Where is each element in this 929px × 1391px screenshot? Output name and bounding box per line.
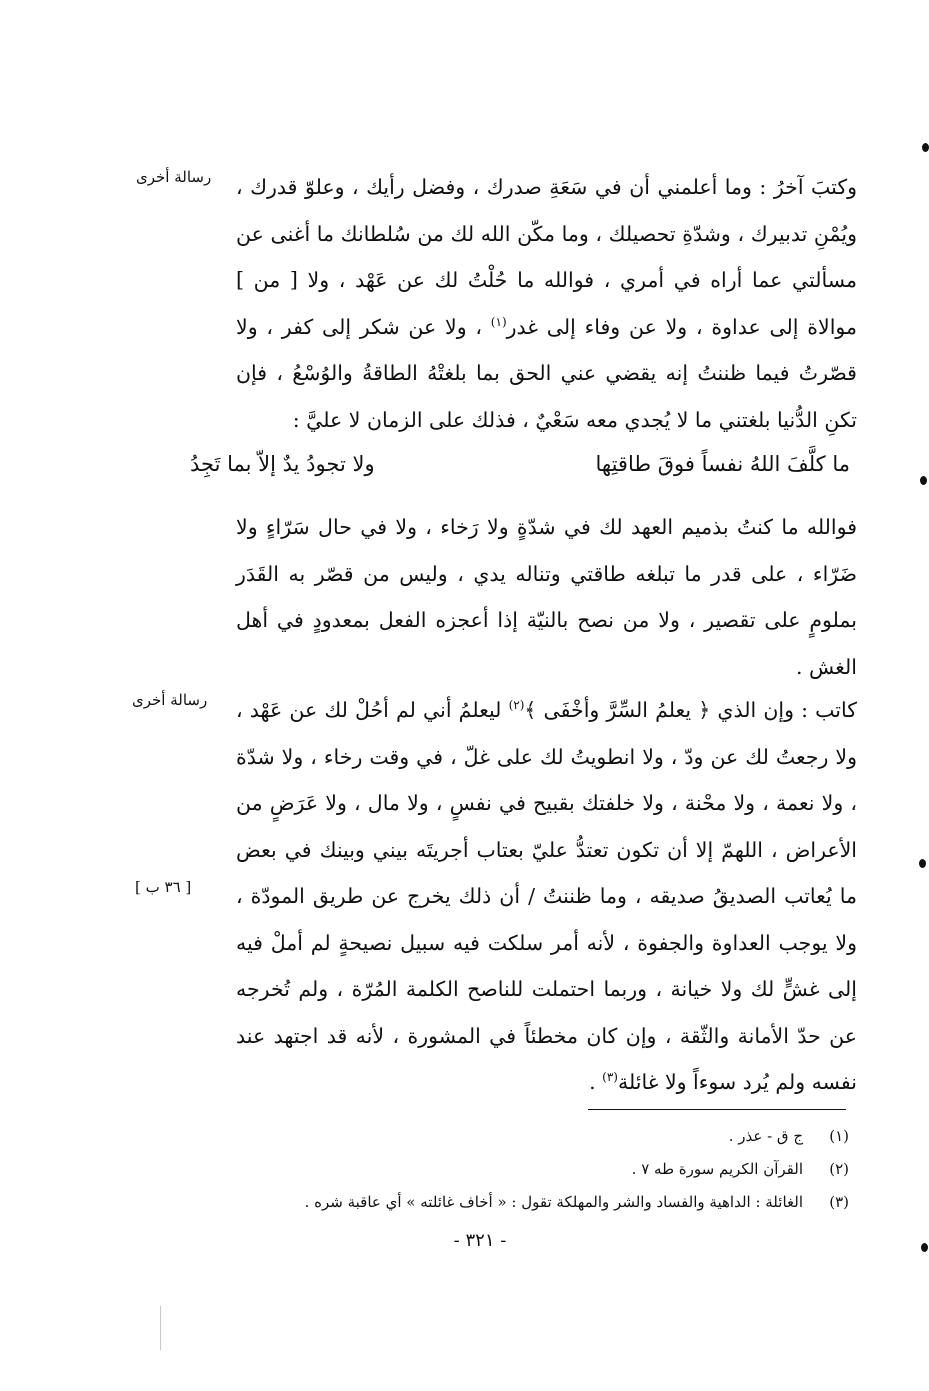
footnote-2 — [149, 1153, 849, 1185]
footnote-1-number: (١) — [829, 1127, 849, 1145]
scan-mark-line — [160, 1306, 161, 1350]
page-number: - ٣٢١ - — [453, 1230, 507, 1251]
scan-mark-dot — [921, 1243, 928, 1252]
footnote-3-number: (٣) — [829, 1193, 849, 1211]
scan-mark-dot — [920, 476, 927, 485]
letter-1-paragraph-1-text: وكتبَ آخرُ : وما أعلمني أن في سَعَةِ صدرك ، وفضل رأيك ، وعلوّ قدرك ، ويُمْنِ تدبيرك ، وشدّةِ تحصيلك ، وما مكّن الله لك من سُلطانك ما أغنى عن مسألتي عما أراه في أمري ، فوالله ما حُلْتُ لك عن عَهْد ، ولا [ من ] موالاة إلى عداوة ، ولا عن وفاء إلى غدر — [236, 175, 857, 339]
letter-1-paragraph-2-text: فوالله ما كنتُ بذميم العهد لك في شدّةٍ ولا رَخاء ، ولا في حال سَرّاءٍ ولا ضَرّاء ، على قدر ما تبلغه طاقتي وتناله يدي ، وليس من قصّر به القَدَر بملومٍ على تقصير ، ولا من نصح بالنيّة إذا أعجزه الفعل بمعدودٍ في أهل الغش . — [236, 515, 857, 679]
footnote-ref-2: (٢) — [508, 698, 525, 713]
letter-2-opening: كاتب : وإن الذي ﴿ يعلمُ السِّرَّ وأخْفَى ﴾ — [524, 698, 857, 722]
footnote-ref-3: (٣) — [602, 1070, 618, 1085]
letter-1-paragraph-1 — [236, 164, 857, 443]
footnote-ref-1: (١) — [490, 314, 507, 329]
footnote-separator — [588, 1109, 846, 1110]
letter-2-body: ليعلمُ أني لم أحُلْ لك عن عَهْد ، ولا رجعتُ لك عن ودّ ، ولا انطويتُ لك على غلّ ، في وقت رخاء ، ولا شدّة ، ولا نعمة ، ولا محْنة ، ولا خلفتك بقبيح في نفسٍ ، ولا مال ، ولا عَرَضٍ من الأعراض ، اللهمّ إلا أن تكون تعتدُّ عليّ بعتاب أجريتَه بيني وبينك في بعض ما يُعاتب الصديقُ صديقه ، وما ظننتُ / أن ذلك يخرج عن طريق المودّة ، ولا يوجب العداوة والجفوة ، لأنه أمر سلكت فيه سبيل نصيحةٍ لم أملْ فيه إلى غشٍّ لك ولا خيانة ، وربما احتملت للناصح الكلمة المُرّة ، ولم تُخرجه عن حدّ الأمانة والثّقة ، وإن كان مخطئاً في المشورة ، لأنه قد اجتهد عند نفسه ولم يُرد سوءاً ولا غائلة — [236, 698, 857, 1094]
verse-first-hemistich: ما كلَّفَ اللهُ نفساً فوقَ طاقتِها — [595, 452, 850, 476]
margin-note-folio-reference: [ ٣٦ ب ] — [135, 878, 192, 896]
scan-mark-dot — [922, 143, 929, 152]
letter-2-ending: . — [589, 1070, 603, 1094]
margin-note-letter-1: رسالة أخرى — [136, 168, 212, 186]
letter-1-paragraph-2 — [236, 504, 857, 690]
letter-1-paragraph-1-continuation: ، ولا عن شكر إلى كفر ، ولا قصّرتُ فيما ظننتُ إنه يقضي عني الحق بما بلغتْهُ الطاقةُ والوُسْعُ ، فإن تكنِ الدُّنيا بلغتني ما لا يُجدي معه سَعْيٌ ، فذلك على الزمان لا عليَّ : — [236, 314, 857, 432]
footnote-1 — [149, 1120, 849, 1152]
margin-note-letter-2: رسالة أخرى — [132, 691, 208, 709]
verse-second-hemistich: ولا تجودُ يدٌ إلاّ بما تَجِدُ — [190, 452, 375, 476]
footnote-3-text: الغائلة : الداهية والفساد والشر والمهلكة تقول : « أخاف غائلته » أي عاقبة شره . — [304, 1193, 803, 1211]
letter-2-text — [236, 687, 857, 1106]
footnote-2-number: (٢) — [829, 1160, 849, 1178]
footnote-3 — [149, 1186, 849, 1218]
letter-2-paragraph — [236, 687, 857, 1106]
footnote-1-text: ج ق - عذر . — [728, 1127, 803, 1145]
poetry-verse — [190, 441, 850, 487]
letter-1-text — [236, 164, 857, 443]
scan-mark-dot — [919, 859, 926, 868]
footnote-2-text: القرآن الكريم سورة طه ٧ . — [631, 1160, 803, 1178]
